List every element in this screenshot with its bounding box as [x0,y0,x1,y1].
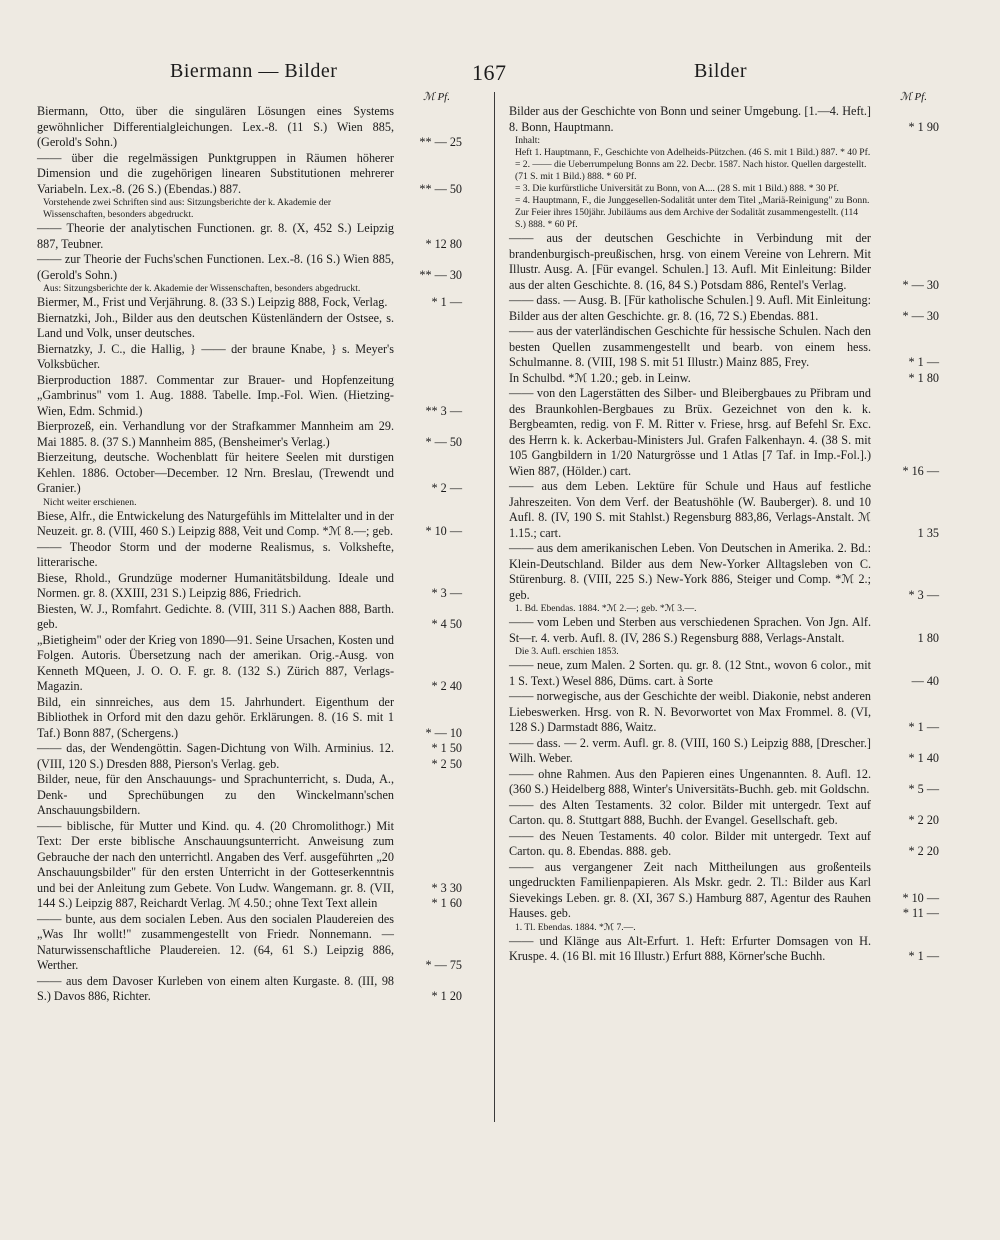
entry-price: * — 10 [425,725,462,740]
entry-text: Biesten, W. J., Romfahrt. Gedichte. 8. (VIII, 311 S.) Aachen 888, Barth. geb. [37,601,394,631]
entry-price: ** — 30 [419,267,462,282]
entry-text: —— dass. — Ausg. B. [Für katholische Schulen.] 9. Aufl. Mit Einleitung: Bilder aus der alten Geschichte. gr. 8. (16, 72 S.) Ebendas. 881. [509,293,871,323]
entry-note: Inhalt: [515,135,541,146]
entry-price: 1 80 [917,630,939,645]
bibliography-entry [37,571,462,602]
entry-note: Aus: Sitzungsberichte der k. Akademie der Wissenschaften, besonders abgedruckt. [43,283,361,294]
entry-price: ** 3 — [425,403,462,418]
entry-price: * 1 90 [908,119,939,134]
entry-note: 1. Tl. Ebendas. 1884. *ℳ 7.—. [515,921,636,933]
entry-price: * 1 50 * 2 50 [431,741,462,771]
entry-text: Biernatzky, J. C., die Hallig, } —— der braune Knabe, } s. Meyer's Volksbücher. [37,341,394,371]
bibliography-entry [509,231,939,293]
entry-text: —— aus vergangener Zeit nach Mittheilungen aus großenteils ungedruckten Familienpapieren. Als Mskr. gedr. 2. Tl.: Bilder aus Karl Sievekings Leben. gr. 8. (XI, 367 S.) Hamburg 887, Agentur des Rauhen Hauses. geb. [509,859,871,920]
entry-price: ** — 25 [419,135,462,149]
entry-text: —— über die regelmässigen Punktgruppen in Räumen höherer Dimension und die zugehörigen linearen Substitutionen mehrerer Variabeln. Lex.-8. (26 S.) (Ebendas.) 887. [37,150,394,196]
entry-text: —— neue, zum Malen. 2 Sorten. qu. gr. 8. (12 Stnt., wovon 6 color., mit 1 S. Text.) Wesel 886, Düms. cart. à Sorte [509,658,871,688]
entry-text: —— des Alten Testaments. 32 color. Bilder mit untergedr. Text auf Carton. qu. 8. Stuttgart 888, Buchh. der Evangel. Gesellschaft. geb. [509,797,871,827]
bibliography-entry [509,689,939,736]
entry-price: 1 35 [917,525,939,540]
page-number: 167 [472,60,507,85]
bibliography-entry [37,741,462,772]
bibliography-entry [509,658,939,689]
entry-price: * 10 — * 11 — [902,890,939,920]
bibliography-entry [37,509,462,540]
bibliography-entry [509,541,939,603]
entry-note: = 3. Die kurfürstliche Universität zu Bonn, von A.... (28 S. mit 1 Bild.) 888. * 30 Pf. [515,183,839,194]
entry-price: * 1 — [431,295,462,309]
entry-text: Biese, Rhold., Grundzüge moderner Humanitätsbildung. Ideale und Normen. gr. 8. (XXIII, 231 S.) Leipzig 886, Friedrich. [37,570,394,600]
entry-text: —— ohne Rahmen. Aus den Papieren eines Ungenannten. 8. Aufl. 12. (360 S.) Heidelberg 888, Winter's Universitäts-Buchh. geb. mit Goldschn. [509,766,871,796]
entry-price: * — 50 [425,434,462,449]
entry-price: * — 30 [902,308,939,323]
price-column-heading: ℳ Pf. [899,91,927,103]
entry-note: Vorstehende zwei Schriften sind aus: Sitzungsberichte der k. Akademie der Wissenschaften, besonders abgedruckt. [43,197,332,220]
entry-note: Die 3. Aufl. erschien 1853. [515,646,619,657]
entry-text: —— biblische, für Mutter und Kind. qu. 4. (20 Chromolithogr.) Mit Text: Der erste biblische Anschauungsunterricht. Anweisung zum Gebrauche der nach den unterrichtl. Angaben des Verf. ausgeführten „20 Anschauungsbilder" für den ersten Unterricht in der Gotteserkenntnis und bei der Anleitung zum Gebete. Von Ludw. Wangemann. gr. 8. (VII, 144 S.) Leipzig 887, Reichardt Verlag. ℳ 4.50.; ohne Text Text allein [37,818,394,910]
bibliography-entry [37,912,462,974]
entry-price: * 2 20 [908,844,939,858]
bibliography-entry [509,798,939,829]
entry-price: ** — 50 [419,181,462,196]
right-column [509,90,939,965]
entry-text: Bierprozeß, ein. Verhandlung vor der Strafkammer Mannheim am 29. Mai 1885. 8. (37 S.) Mannheim 885, (Bensheimer's Verlag.) [37,419,394,449]
bibliography-entry [37,974,462,1005]
bibliography-entry [37,342,462,373]
entry-note: Heft 1. Hauptmann, F., Geschichte von Adelheids-Pützchen. (46 S. mit 1 Bild.) 887. * 40 Pf. [515,147,871,158]
bibliography-entry [509,386,939,479]
entry-text: —— das, der Wendengöttin. Sagen-Dichtung von Wilh. Arminius. 12. (VIII, 120 S.) Dresden 888, Pierson's Verlag. geb. [37,741,394,771]
entry-price: * 1 — [908,355,939,369]
bibliography-entry [37,151,462,198]
bibliography-entry [37,540,462,571]
entry-price: * — 30 [902,277,939,292]
entry-text: Bierzeitung, deutsche. Wochenblatt für heitere Seelen mit durstigen Kehlen. 1886. October—December. 12 Nrn. Breslau, (Trewendt und Granier.) [37,450,394,495]
entry-note: Nicht weiter erschienen. [43,496,137,508]
bibliography-entry [37,311,462,342]
bibliography-entry [509,479,939,541]
entry-text: —— dass. — 2. verm. Aufl. gr. 8. (VIII, 160 S.) Leipzig 888, [Drescher.] Wilh. Weber. [509,735,871,765]
entry-price: * 12 80 [425,236,462,251]
bibliography-entry [37,252,462,283]
bibliography-entry [37,295,462,311]
entry-text: Biermer, M., Frist und Verjährung. 8. (33 S.) Leipzig 888, Fock, Verlag. [37,295,388,309]
entry-text: Biernatzki, Joh., Bilder aus den deutschen Küstenländern der Ostsee, s. Land und Volk, unser deutsches. [37,310,394,340]
entry-text: —— Theorie der analytischen Functionen. gr. 8. (X, 452 S.) Leipzig 887, Teubner. [37,221,394,251]
entry-price: * 3 — [431,586,462,600]
entry-price: * 2 — [431,481,462,495]
entry-price: — 40 [911,673,939,688]
entry-note: = 2. —— die Ueberrumpelung Bonns am 22. Decbr. 1587. Nach histor. Quellen dargestellt. (71 S. mit 1 Bild.) 888. * 60 Pf. [515,159,867,182]
entry-price: * 16 — [902,463,939,478]
bibliography-entry [509,371,939,387]
bibliography-entry [37,373,462,420]
entry-text: —— Theodor Storm und der moderne Realismus, s. Volkshefte, litterarische. [37,539,394,569]
entry-text: Bilder, neue, für den Anschauungs- und Sprachunterricht, s. Duda, A., Denk- und Sprechübungen zu den Winckelmann'schen Anschauungsbildern. [37,772,394,817]
bibliography-entry [509,767,939,798]
price-column-heading: ℳ Pf. [422,91,450,103]
bibliography-entry [509,860,939,922]
entry-text: —— bunte, aus dem socialen Leben. Aus den socialen Plaudereien des „Was Ihr wollt!" zusammengestellt von Friedr. Nonnemann. — Naturwissenschaftliche Plaudereien. 12. (64, 61 S.) Leipzig 886, Werther. [37,911,394,972]
entry-text: —— aus dem Davoser Kurleben von einem alten Kurgaste. 8. (III, 98 S.) Davos 886, Richter. [37,973,394,1003]
entry-text: In Schulbd. *ℳ 1.20.; geb. in Leinw. [509,370,691,385]
left-column [37,90,462,1005]
entry-note: 1. Bd. Ebendas. 1884. *ℳ 2.—; geb. *ℳ 3.—. [515,603,697,614]
page-header [0,60,1000,90]
entry-price: * 1 80 [908,370,939,385]
entry-price: * — 75 [425,958,462,972]
bibliography-entry [37,450,462,497]
entry-price: * 10 — [425,524,462,538]
entry-text: Bild, ein sinnreiches, aus dem 15. Jahrhundert. Eigenthum der Bibliothek in Orford mit den dazu gehör. Erklärungen. 8. (16 S. mit 1 Taf.) Bonn 887, (Schergens.) [37,694,394,740]
bibliography-entry [37,221,462,252]
entry-text: —— des Neuen Testaments. 40 color. Bilder mit untergedr. Text auf Carton. qu. 8. Ebendas. 888. geb. [509,828,871,858]
entry-price: * 2 20 [908,813,939,827]
entry-price: * 4 50 [431,617,462,631]
entry-text: —— aus der vaterländischen Geschichte für hessische Schulen. Nach den besten Quellen zusammengestellt und bearb. von einem hess. Schulmanne. 8. (VIII, 198 S. mit 51 Illustr.) Mainz 885, Frey. [509,324,871,369]
entry-text: —— vom Leben und Sterben aus verschiedenen Sprachen. Von Jgn. Alf. St—r. 4. verb. Aufl. 8. (IV, 286 S.) Regensburg 888, Verlags-Anstalt. [509,615,871,645]
entry-text: Bilder aus der Geschichte von Bonn und seiner Umgebung. [1.—4. Heft.] 8. Bonn, Hauptmann. [509,104,871,134]
bibliography-entry [509,615,939,646]
entry-price: * 1 — [908,949,939,963]
bibliography-entry [37,819,462,912]
running-head-left: Biermann — Bilder [170,60,338,82]
bibliography-entry [509,293,939,324]
bibliography-entry [509,736,939,767]
bibliography-entry [509,104,939,135]
entry-price: * 3 — [908,587,939,602]
entry-text: —— und Klänge aus Alt-Erfurt. 1. Heft: Erfurter Domsagen von H. Kruspe. 4. (16 Bl. mit 16 Illustr.) Erfurt 888, Körner'sche Buchh. [509,933,871,963]
bibliography-entry [37,419,462,450]
bibliography-entry [37,772,462,819]
bibliography-entry [509,934,939,965]
entry-text: —— zur Theorie der Fuchs'schen Functionen. Lex.-8. (16 S.) Wien 885, (Gerold's Sohn.) [37,252,394,282]
running-head-right: Bilder [694,60,747,82]
entry-price: * 5 — [908,782,939,796]
entry-text: —— von den Lagerstätten des Silber- und Bleibergbaues zu Přibram und des Braunkohlen-Bergbaues zu Brüx. Gezeichnet von den k. k. Bergbeamten, redig. von F. M. Ritter v. Friese, hrsg. auf Befehl Sr. Exc. des Herrn k. k. Ackerbau-Ministers Jul. Grafen Falkenhayn. 4. (38 S. mit 105 Gangbildern in 1/20 Naturgrösse und 1 Atlas [7 Taf. in Imp.-Fol.].) Wien 887, (Hölder.) cart. [509,386,871,478]
entry-price: * 2 40 [431,679,462,693]
entry-price: * 1 40 [908,751,939,765]
bibliography-entry [509,324,939,371]
bibliography-entry [37,633,462,695]
bibliography-entry [37,104,462,151]
bibliography-entry [37,695,462,742]
bibliography-entry [37,602,462,633]
entry-text: —— aus der deutschen Geschichte in Verbindung mit der brandenburgisch-preußischen, hrsg. von einem Vereine von Lehrern. Mit Illustr. Ausg. A. [Für evangel. Schulen.] 13. Aufl. Mit Einleitung: Bilder aus der alten Geschichte. 8. (16, 84 S.) Potsdam 886, Rentel's Verlag. [509,231,871,292]
column-divider [494,92,495,1122]
entry-price: * 1 20 [431,989,462,1003]
entry-text: Bierproduction 1887. Commentar zur Brauer- und Hopfenzeitung „Gambrinus" vom 1. Aug. 1888. Tabelle. Imp.-Fol. Wien. (Hietzing-Wien, Edm. Schmid.) [37,372,394,418]
entry-text: Biermann, Otto, über die singulären Lösungen eines Systems gewöhnlicher Differentialgleichungen. Lex.-8. (11 S.) Wien 885, (Gerold's Sohn.) [37,104,394,149]
entry-text: —— norwegische, aus der Geschichte der weibl. Diakonie, nebst anderen Liebeswerken. Hrsg. von R. N. Bevorwortet von Max Frommel. 8. (VI, 128 S.) Darmstadt 886, Waitz. [509,689,871,734]
left-entry-list [37,104,462,1005]
entry-text: —— aus dem amerikanischen Leben. Von Deutschen in Amerika. 2. Bd.: Klein-Deutschland. Bilder aus dem New-Yorker Alltagsleben von C. Stürenburg. 8. (VIII, 225 S.) New-York 886, Steiger und Comp. *ℳ 2.; geb. [509,541,871,602]
entry-price: * 1 — [908,720,939,734]
right-entry-list [509,104,939,965]
entry-text: Biese, Alfr., die Entwickelung des Naturgefühls im Mittelalter und in der Neuzeit. gr. 8. (VIII, 460 S.) Leipzig 888, Veit und Comp. *ℳ 8.—; geb. [37,508,394,538]
bibliography-entry [509,829,939,860]
entry-text: —— aus dem Leben. Lektüre für Schule und Haus auf festliche Jahreszeiten. Von dem Verf. der Beatushöhle (W. Bauberger). 8. und 10 Aufl. 8. (IV, 190 S. mit Stahlst.) Regensburg 883,86, Verlags-Anstalt. ℳ 1.15.; cart. [509,479,871,540]
entry-text: „Bietigheim" oder der Krieg von 1890—91. Seine Ursachen, Kosten und Folgen. Autoris. Übersetzung nach der amerikan. Orig.-Ausg. von Kenneth MQueen, J. O. O. F. gr. 8. (132 S.) Zürich 887, Verlags-Magazin. [37,632,394,693]
entry-note: = 4. Hauptmann, F., die Junggesellen-Sodalität unter dem Titel „Mariä-Reinigung" zu Bonn. Zur Feier ihres 150jähr. Jubiläums aus dem Archive der Sodalität zusammengestellt. (114 S.) 888. * 60 Pf. [515,195,870,230]
entry-price: * 3 30 * 1 60 [431,880,462,910]
